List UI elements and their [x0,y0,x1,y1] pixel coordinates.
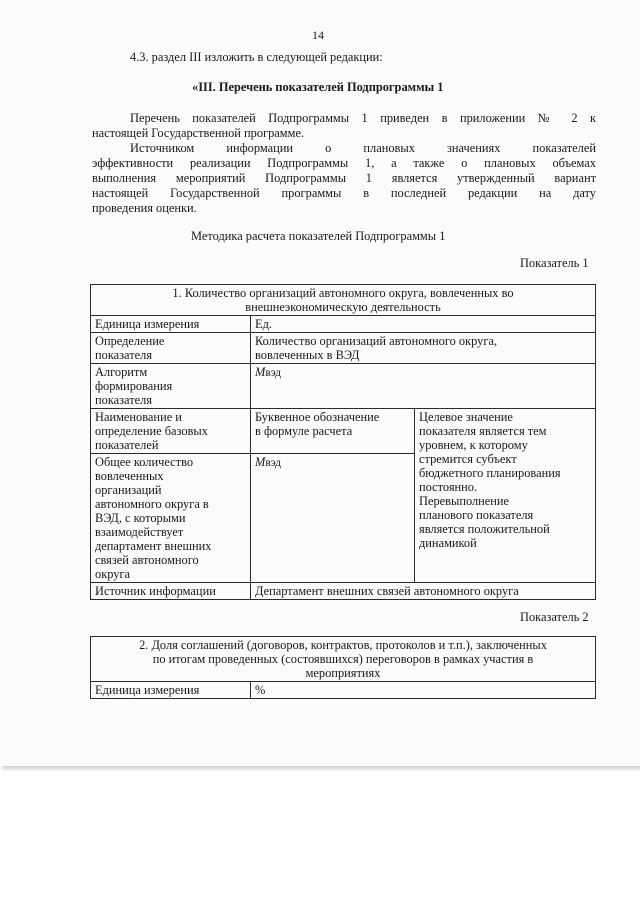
paragraph1-line: Перечень показателей Подпрограммы 1 приведен в приложении № 2 к [130,111,596,125]
paragraph2-line: настоящей Государственной программы в последней редакции на дату [92,186,596,200]
indicator2-title: 2. Доля соглашений (договоров, контрактов, протоколов и т.п.), заключенных по итогам проведенных (состоявшихся) переговоров в рамках участия в мероприятиях [91,637,596,682]
paragraph2-line: выполнения мероприятий Подпрограммы 1 является утвержденный вариант [92,171,596,185]
indicator1-label: Показатель 1 [520,256,589,270]
unit-label: Единица измерения [91,316,251,333]
method-caption: Методика расчета показателей Подпрограммы 1 [191,229,446,243]
target-value-description: Целевое значение показателя является тем уровнем, к которому стремится субъект бюджетного планирования постоянно. Перевыполнение планового показателя является положительной динамикой [415,409,596,583]
indicator1-title: 1. Количество организаций автономного округа, вовлеченных во внешнеэкономическую деятельность [91,285,596,316]
base-indicator-name: Общее количество вовлеченных организаций автономного округа в ВЭД, с которыми взаимодействует департамент внешних связей автономного округа [91,454,251,583]
base-indicator-symbol: Мвэд [251,454,415,583]
indicator2-table [90,636,596,699]
source-label: Источник информации [91,583,251,600]
source-value: Департамент внешних связей автономного округа [251,583,596,600]
unit-label: Единица измерения [91,682,251,699]
algorithm-formula: Мвэд [251,364,596,409]
symbol-header: Буквенное обозначение в формуле расчета [251,409,415,454]
unit-value: Ед. [251,316,596,333]
definition-label: Определение показателя [91,333,251,364]
section-heading: «III. Перечень показателей Подпрограммы 1 [192,80,444,94]
base-indicators-header: Наименование и определение базовых показателей [91,409,251,454]
page-number: 14 [312,28,324,42]
indicator1-table [90,284,596,600]
unit-value: % [251,682,596,699]
paragraph2-line: эффективности реализации Подпрограммы 1, а также о плановых объемах [92,156,596,170]
algorithm-label: Алгоритм формирования показателя [91,364,251,409]
definition-value: Количество организаций автономного округа, вовлеченных в ВЭД [251,333,596,364]
intro-line: 4.3. раздел III изложить в следующей редакции: [130,50,383,64]
indicator2-label: Показатель 2 [520,610,589,624]
paragraph1-line: настоящей Государственной программе. [92,126,305,140]
paragraph2-line: проведения оценки. [92,201,197,215]
paragraph2-line: Источником информации о плановых значениях показателей [130,141,596,155]
